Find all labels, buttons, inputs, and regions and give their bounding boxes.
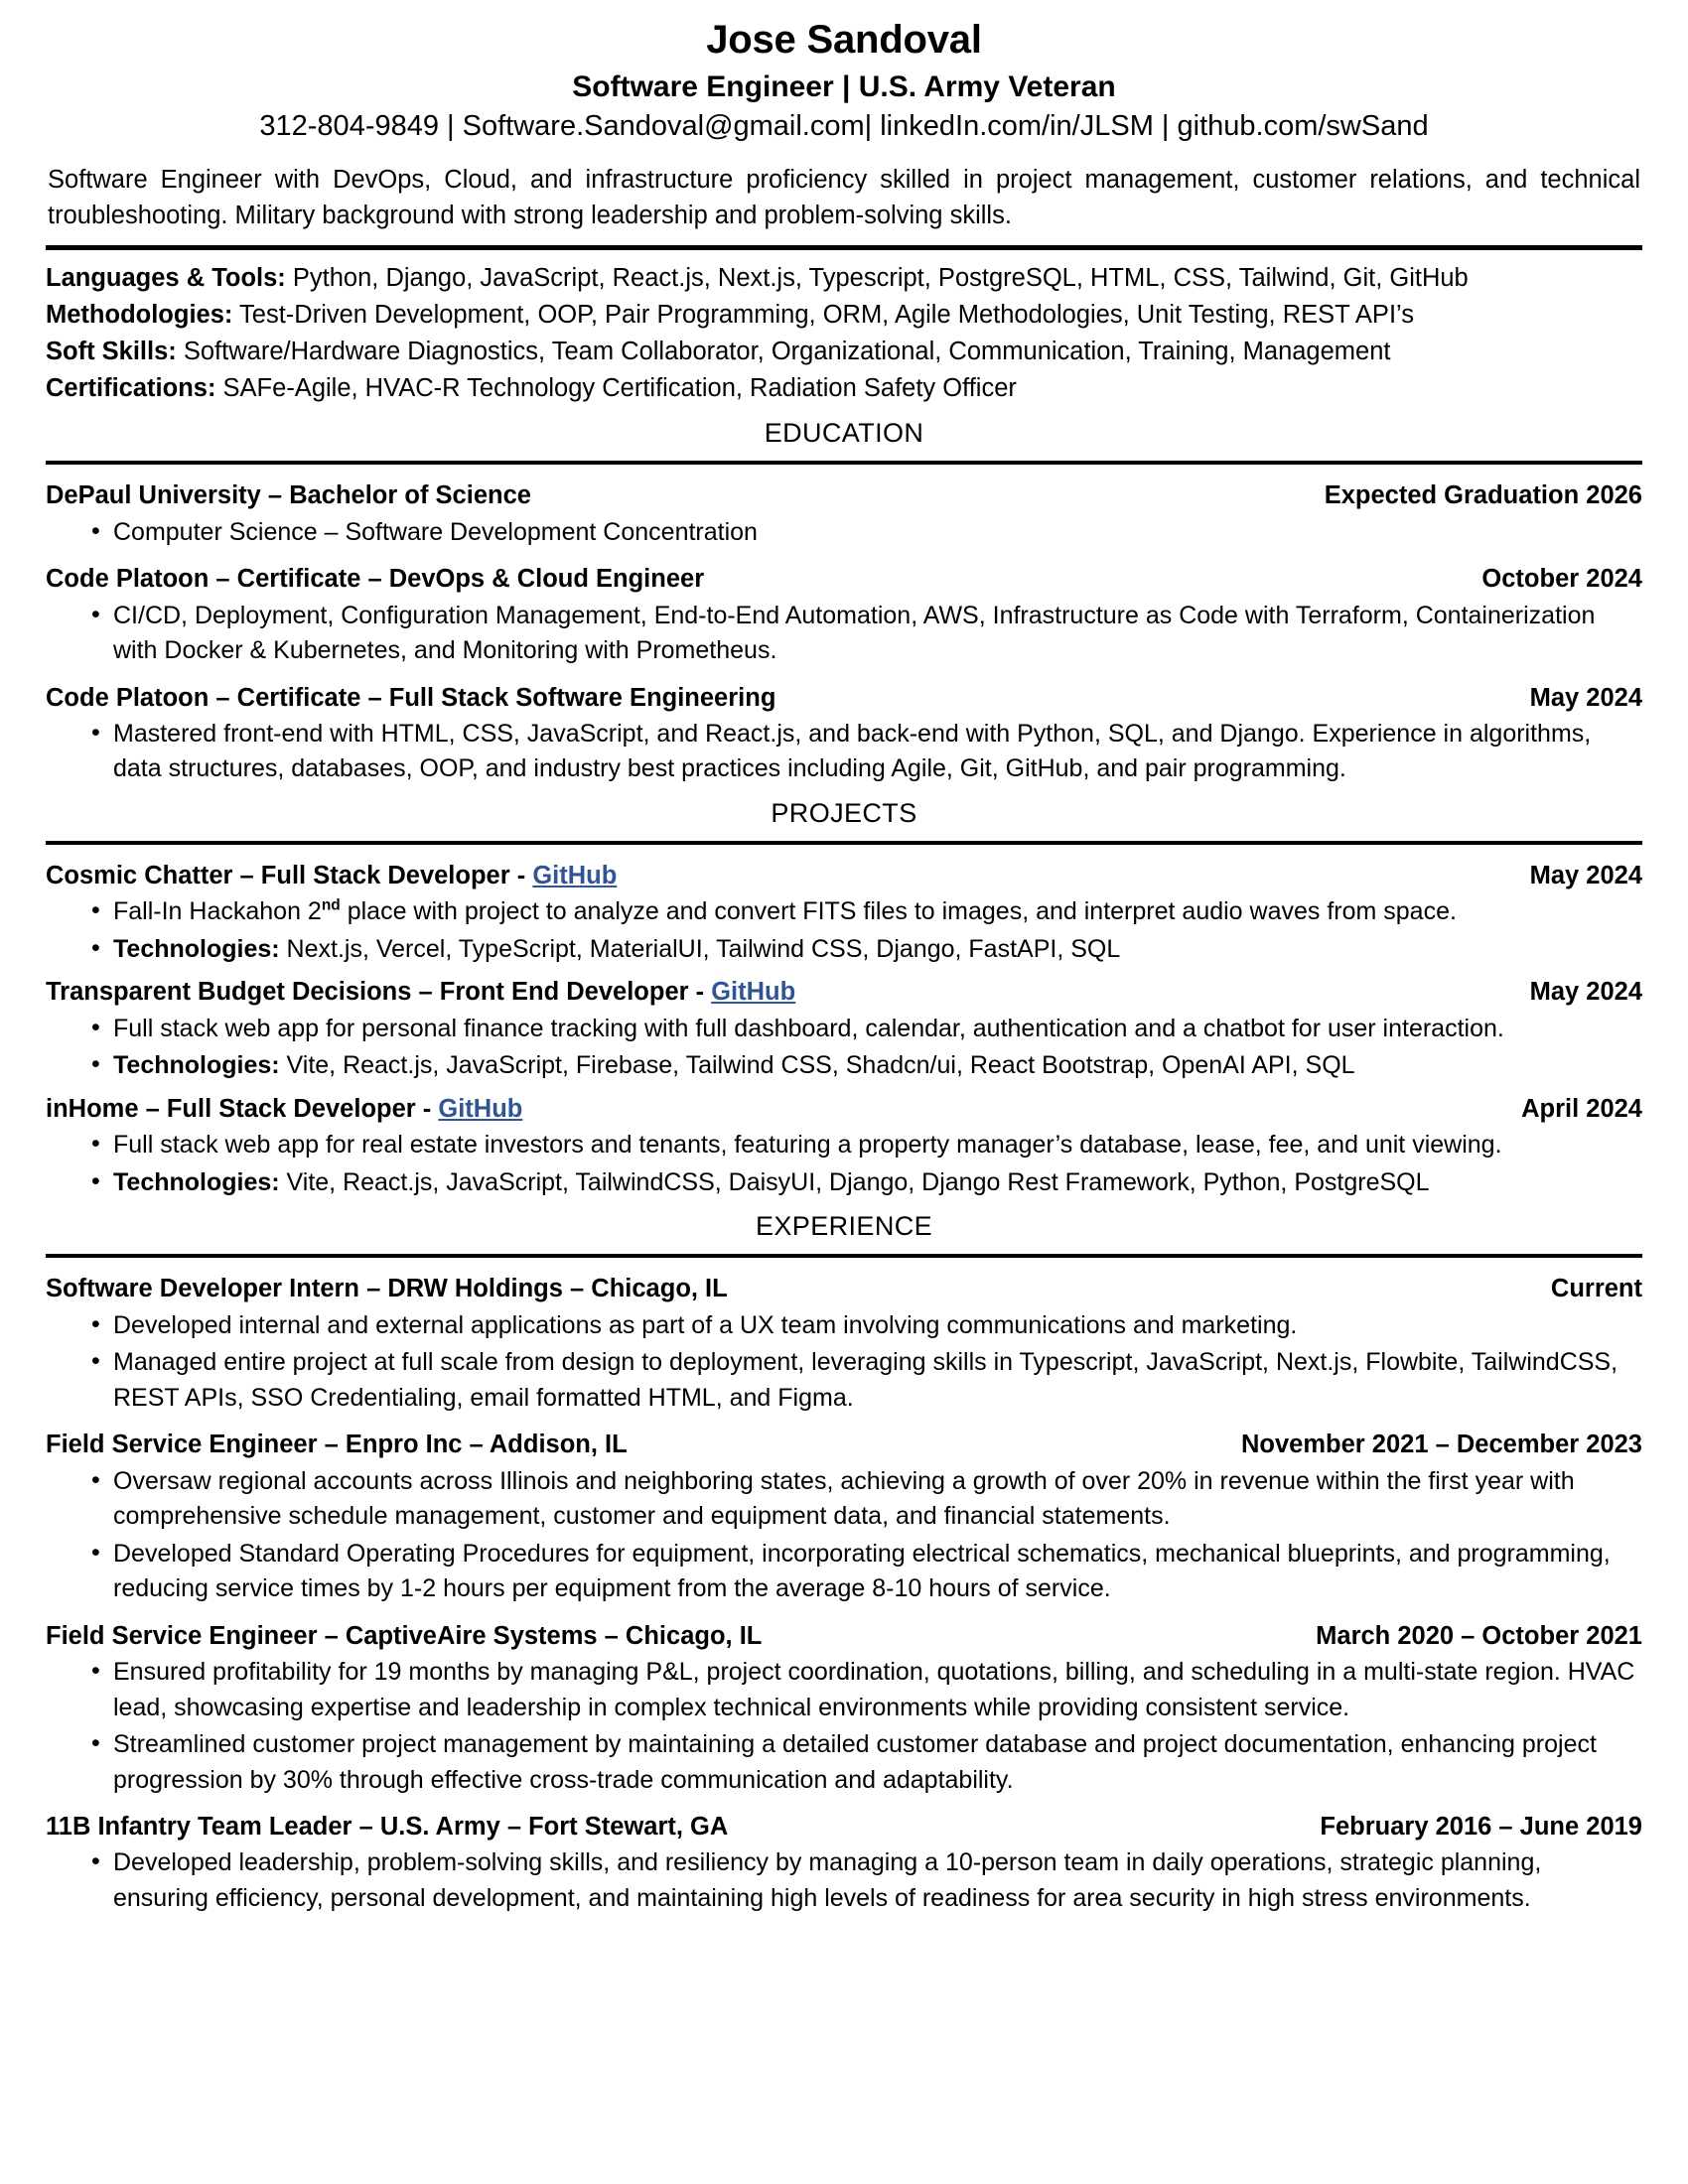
section-heading-projects: PROJECTS (771, 797, 917, 828)
list-item: • Mastered front-end with HTML, CSS, JavaScript, and React.js, and back-end with Python, SQL, and Django. Experience in algorithms, data structures, databases, OOP, and industry best practices including Agile, Git, GitHub, and pair programming. (46, 717, 1642, 787)
technologies-label: Technologies: (113, 1167, 280, 1196)
project-date: May 2024 (1529, 861, 1642, 889)
project-title (46, 859, 617, 892)
technologies-value: Next.js, Vercel, TypeScript, MaterialUI, Tailwind CSS, Django, FastAPI, SQL (279, 934, 1121, 963)
experience-bullets (46, 1845, 1642, 1916)
project-title-text: Cosmic Chatter – Full Stack Developer - (46, 861, 533, 889)
experience-title: Field Service Engineer – CaptiveAire Systems – Chicago, IL (46, 1621, 763, 1650)
skill-label-methodologies: Methodologies: (46, 301, 233, 330)
experience-bullets (46, 1308, 1642, 1417)
list-item: • CI/CD, Deployment, Configuration Management, End-to-End Automation, AWS, Infrastructure as Code with Terraform, Containerization with Docker & Kubernetes, and Monitoring with Prometheus. (46, 599, 1642, 669)
skills-block (46, 261, 1642, 407)
skill-row-soft-skills (46, 335, 1642, 370)
skill-label-soft-skills: Soft Skills: (46, 338, 177, 366)
education-date: Expected Graduation 2026 (1324, 481, 1642, 510)
list-item: • Developed internal and external applications as part of a UX team involving communications and marketing. (46, 1308, 1642, 1344)
ordinal-suffix: nd (321, 897, 341, 915)
experience-title: 11B Infantry Team Leader – U.S. Army – Fort Stewart, GA (46, 1813, 729, 1841)
project-github-link[interactable]: GitHub (532, 861, 618, 889)
project-github-link[interactable]: GitHub (438, 1094, 523, 1123)
education-entry (46, 478, 1642, 512)
list-item: • Developed leadership, problem-solving skills, and resiliency by managing a 10-person team in daily operations, strategic planning, ensuring efficiency, personal development, and maintaining high levels of readiness for area security in high stress environments. (46, 1845, 1642, 1916)
experience-date: Current (1550, 1275, 1642, 1303)
technologies-value: Vite, React.js, JavaScript, TailwindCSS, DaisyUI, Django, Django Rest Framework, Python, PostgreSQL (279, 1167, 1430, 1196)
section-heading-experience: EXPERIENCE (755, 1211, 933, 1242)
skill-value-soft-skills: Software/Hardware Diagnostics, Team Collaborator, Organizational, Communication, Training, Management (176, 338, 1391, 366)
project-bullets (46, 1128, 1642, 1200)
technologies-label: Technologies: (113, 934, 280, 963)
skill-label-certifications: Certifications: (46, 374, 216, 403)
section-heading-education: EDUCATION (764, 418, 924, 449)
education-entry (46, 562, 1642, 596)
experience-bullets (46, 1464, 1642, 1607)
technologies-value: Vite, React.js, JavaScript, Firebase, Tailwind CSS, Shadcn/ui, React Bootstrap, OpenAI API, SQL (279, 1051, 1355, 1080)
skill-value-languages: Python, Django, JavaScript, React.js, Next.js, Typescript, PostgreSQL, HTML, CSS, Tailwind, Git, GitHub (285, 264, 1469, 293)
experience-date: November 2021 – December 2023 (1240, 1431, 1642, 1459)
list-item: • Ensured profitability for 19 months by managing P&L, project coordination, quotations, billing, and scheduling in a multi-state region. HVAC lead, showcasing expertise and leadership in complex technical environments while providing consistent service. (46, 1655, 1642, 1725)
candidate-name: Jose Sandoval (706, 18, 982, 62)
education-entry (46, 681, 1642, 715)
divider-education (46, 461, 1642, 465)
project-entry (46, 975, 1642, 1009)
list-item: • Full stack web app for personal finance tracking with full dashboard, calendar, authentication and a chatbot for user interaction. (46, 1012, 1642, 1047)
project-title-text: Transparent Budget Decisions – Front End Developer - (46, 978, 712, 1007)
list-item (46, 1165, 1642, 1201)
project-title-text: inHome – Full Stack Developer - (46, 1094, 439, 1123)
professional-summary: Software Engineer with DevOps, Cloud, and infrastructure proficiency skilled in project management, customer relations, and technical troubleshooting. Military background with strong leadership and problem-solving skills. (48, 165, 1640, 230)
experience-bullets (46, 1655, 1642, 1798)
bullet-text-post: place with project to analyze and convert FITS files to images, and interpret audio waves from space. (340, 897, 1457, 926)
list-item: • Computer Science – Software Development Concentration (46, 515, 1642, 551)
candidate-title: Software Engineer | U.S. Army Veteran (572, 69, 1116, 103)
list-item: • Managed entire project at full scale from design to deployment, leveraging skills in Typescript, JavaScript, Next.js, Flowbite, TailwindCSS, REST APIs, SSO Credentialing, email formatted HTML, and Figma. (46, 1345, 1642, 1416)
skill-row-methodologies (46, 298, 1642, 334)
education-title: Code Platoon – Certificate – DevOps & Cloud Engineer (46, 565, 705, 594)
bullet-text-pre: Fall-In Hackahon 2 (113, 897, 322, 926)
experience-entry (46, 1272, 1642, 1305)
divider-summary (46, 245, 1642, 250)
resume-header (46, 16, 1642, 146)
experience-date: March 2020 – October 2021 (1316, 1621, 1642, 1650)
project-date: May 2024 (1529, 978, 1642, 1007)
skill-value-certifications: SAFe-Agile, HVAC-R Technology Certification, Radiation Safety Officer (215, 374, 1017, 403)
education-bullets (46, 717, 1642, 787)
list-item (46, 1048, 1642, 1084)
experience-entry (46, 1810, 1642, 1843)
list-item: • Developed Standard Operating Procedures for equipment, incorporating electrical schematics, mechanical blueprints, and programming, reducing service times by 1-2 hours per equipment from the average 8-10 hours of service. (46, 1537, 1642, 1607)
experience-entry (46, 1619, 1642, 1653)
list-item: • Full stack web app for real estate investors and tenants, featuring a property manager’s database, lease, fee, and unit viewing. (46, 1128, 1642, 1163)
education-title: DePaul University – Bachelor of Science (46, 481, 531, 510)
skill-row-languages (46, 261, 1642, 297)
education-bullets (46, 515, 1642, 551)
list-item (46, 932, 1642, 968)
project-github-link[interactable]: GitHub (711, 978, 796, 1007)
list-item (46, 894, 1642, 930)
divider-experience (46, 1254, 1642, 1258)
experience-title: Software Developer Intern – DRW Holdings – Chicago, IL (46, 1275, 728, 1303)
project-date: April 2024 (1521, 1094, 1642, 1123)
skill-label-languages: Languages & Tools: (46, 264, 286, 293)
skill-row-certifications (46, 371, 1642, 407)
education-bullets (46, 599, 1642, 669)
skill-value-methodologies: Test-Driven Development, OOP, Pair Programming, ORM, Agile Methodologies, Unit Testing, REST API’s (232, 301, 1414, 330)
project-title (46, 975, 795, 1009)
experience-section (46, 1272, 1642, 1916)
projects-section (46, 859, 1642, 1200)
experience-entry (46, 1428, 1642, 1461)
education-section (46, 478, 1642, 787)
education-title: Code Platoon – Certificate – Full Stack Software Engineering (46, 683, 776, 712)
project-bullets (46, 894, 1642, 967)
list-item: • Streamlined customer project management by maintaining a detailed customer database and project documentation, enhancing project progression by 30% through effective cross-trade communication and adaptability. (46, 1727, 1642, 1798)
technologies-label: Technologies: (113, 1051, 280, 1080)
project-bullets (46, 1012, 1642, 1084)
list-item: • Oversaw regional accounts across Illinois and neighboring states, achieving a growth of over 20% in revenue within the first year with comprehensive schedule management, customer and equipment data, and financial statements. (46, 1464, 1642, 1535)
project-title (46, 1092, 522, 1126)
education-date: May 2024 (1529, 683, 1642, 712)
education-date: October 2024 (1481, 565, 1642, 594)
experience-title: Field Service Engineer – Enpro Inc – Addison, IL (46, 1431, 628, 1459)
contact-line: 312-804-9849 | Software.Sandoval@gmail.com| linkedIn.com/in/JLSM | github.com/swSand (259, 110, 1429, 143)
project-entry (46, 1092, 1642, 1126)
divider-projects (46, 841, 1642, 845)
project-entry (46, 859, 1642, 892)
experience-date: February 2016 – June 2019 (1320, 1813, 1642, 1841)
